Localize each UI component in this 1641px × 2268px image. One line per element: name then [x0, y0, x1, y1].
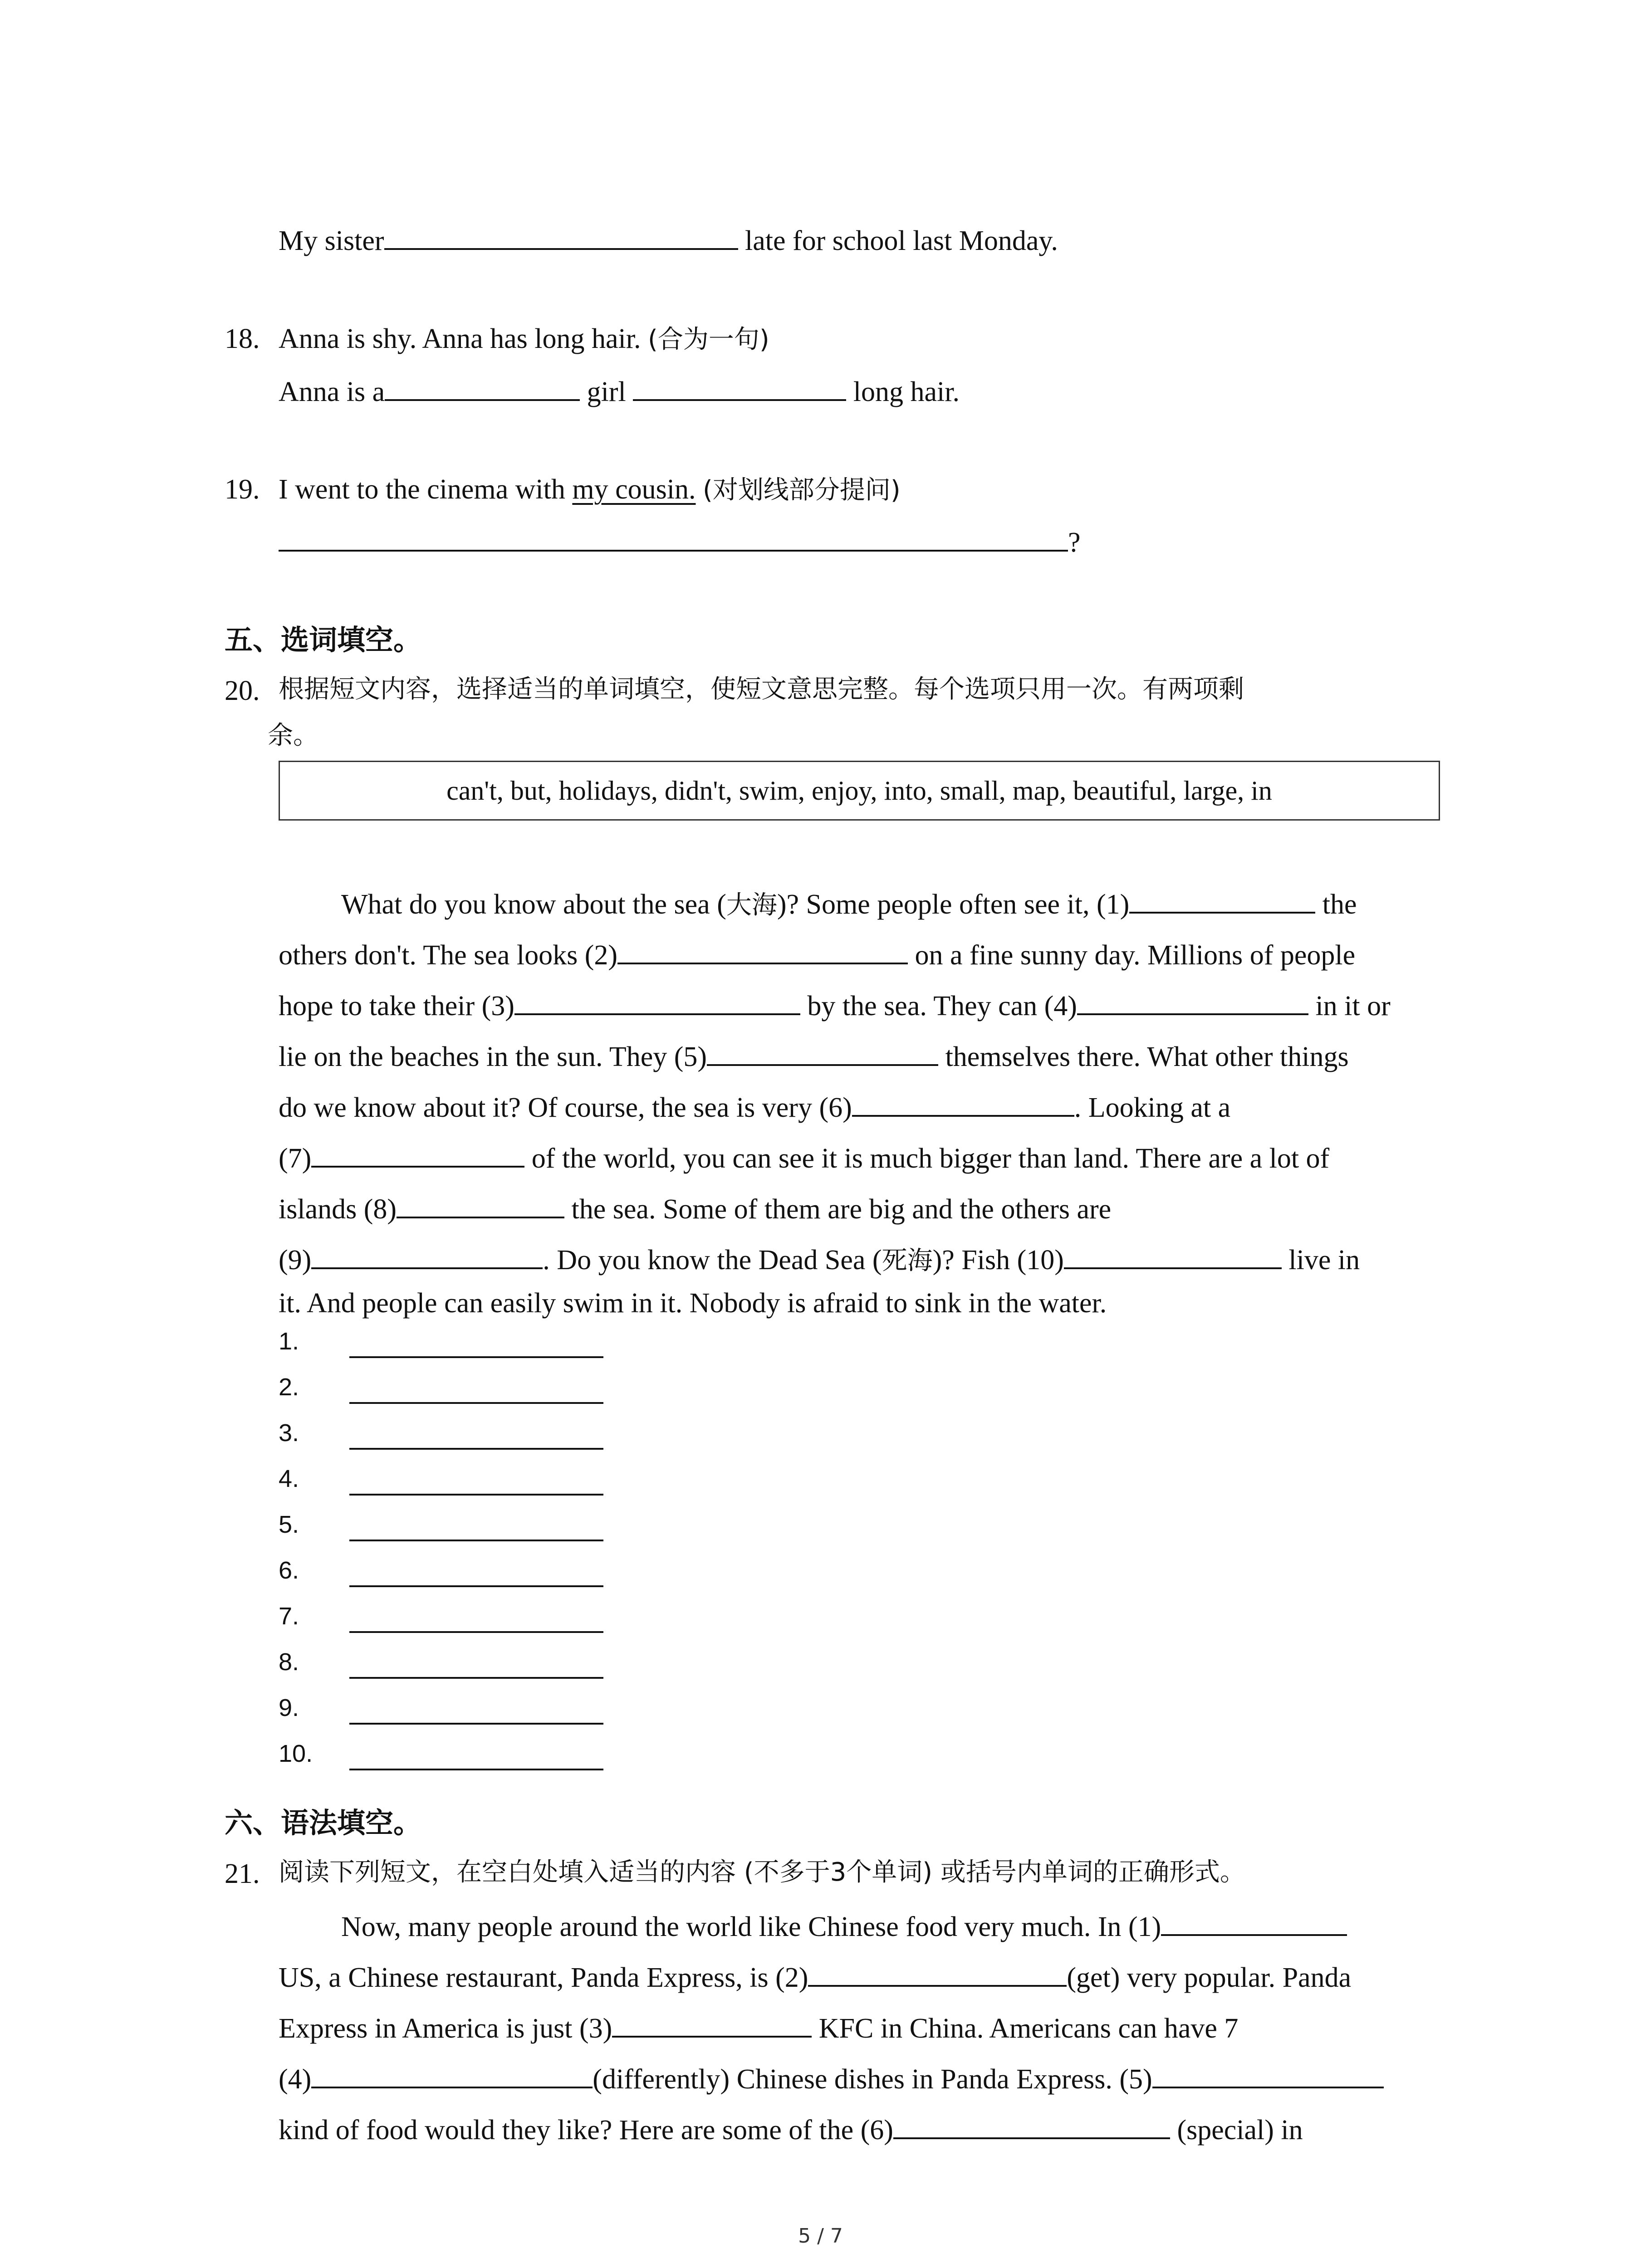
passage6-text: US, a Chinese restaurant, Panda Express, is (2) [279, 1962, 808, 1993]
q19-number: 19. [225, 474, 260, 505]
answer-number-6: 6. [279, 1557, 299, 1584]
answer-number-5: 5. [279, 1511, 299, 1538]
q18-answer-part-3: long hair. [853, 376, 960, 407]
blank-6[interactable] [852, 1091, 1074, 1117]
answer-line-4[interactable] [349, 1494, 603, 1496]
passage5-text: on a fine sunny day. Millions of people [908, 940, 1356, 971]
passage6-text: Now, many people around the world like Chinese food very much. In (1) [341, 1911, 1161, 1942]
grammar-blank-5[interactable] [1152, 2063, 1384, 2088]
answer-line-6[interactable] [349, 1585, 603, 1587]
q17-text-after: late for school last Monday. [745, 225, 1058, 256]
passage6-text: (special) in [1170, 2115, 1303, 2146]
passage5-text: (9) [279, 1245, 312, 1276]
passage6-line-5 [279, 2114, 1303, 2144]
passage5-text: . Do you know the Dead Sea ( [543, 1245, 882, 1276]
passage5-text: islands (8) [279, 1194, 397, 1225]
passage5-text: themselves there. What other things [938, 1041, 1349, 1072]
passage5-text: it. And people can easily swim in it. Nobody is afraid to sink in the water. [279, 1288, 1107, 1319]
passage5-text: live in [1281, 1245, 1360, 1276]
answer-number-7: 7. [279, 1603, 299, 1630]
passage6-line-4 [279, 2063, 1384, 2093]
grammar-blank-3[interactable] [612, 2012, 812, 2038]
q18-answer-line [279, 376, 960, 406]
q21-number: 21. [225, 1858, 260, 1889]
passage5-text: in it or [1308, 991, 1391, 1022]
q18-text: Anna is shy. Anna has long hair. [279, 323, 641, 354]
word-bank-text: can't, but, holidays, didn't, swim, enjoy, into, small, map, beautiful, large, in [446, 775, 1272, 806]
passage6-text: (get) very popular. Panda [1067, 1962, 1352, 1993]
q21-instruction: 阅读下列短文，在空白处填入适当的内容 (不多于3个单词) 或括号内单词的正确形式。 [279, 1857, 1245, 1887]
word-bank-box [279, 761, 1440, 821]
blank-8[interactable] [397, 1193, 564, 1218]
passage5-line-5 [279, 1091, 1230, 1122]
passage5-cn-gloss: 死海 [882, 1246, 933, 1276]
answer-number-3: 3. [279, 1419, 299, 1447]
q18-blank-2[interactable] [633, 376, 846, 401]
answer-line-8[interactable] [349, 1677, 603, 1679]
q19-blank[interactable] [279, 526, 1068, 552]
passage5-line-2 [279, 939, 1355, 969]
passage5-text: lie on the beaches in the sun. They (5) [279, 1041, 707, 1072]
q19-underlined-text: my cousin. [572, 474, 696, 505]
passage5-text: What do you know about the sea ( [341, 889, 726, 920]
q18-question [279, 325, 769, 353]
answer-line-10[interactable] [349, 1769, 603, 1770]
q20-instruction-line-2: 余。 [268, 721, 318, 750]
passage6-line-2 [279, 1961, 1351, 1992]
passage5-text: do we know about it? Of course, the sea is very (6) [279, 1092, 852, 1123]
blank-3[interactable] [514, 990, 800, 1015]
blank-2[interactable] [617, 939, 908, 964]
passage5-text: )? Some people often see it, (1) [777, 889, 1130, 920]
blank-9[interactable] [311, 1244, 543, 1269]
passage5-line-4 [279, 1041, 1349, 1071]
answer-number-4: 4. [279, 1465, 299, 1492]
q20-instruction-line-1: 根据短文内容，选择适当的单词填空，使短文意思完整。每个选项只用一次。有两项剩 [279, 675, 1244, 704]
answer-line-2[interactable] [349, 1402, 603, 1404]
passage5-text: of the world, you can see it is much bigger than land. There are a lot of [524, 1143, 1330, 1174]
q18-answer-part-2: girl [587, 376, 626, 407]
q17-blank[interactable] [384, 225, 738, 250]
answer-line-7[interactable] [349, 1631, 603, 1633]
passage5-line-1 [341, 888, 1357, 919]
passage5-text: hope to take their (3) [279, 991, 514, 1022]
passage5-cn-gloss: 大海 [726, 890, 777, 920]
passage6-text: kind of food would they like? Here are some of the (6) [279, 2115, 893, 2146]
q19-question-mark: ? [1068, 527, 1081, 558]
passage5-text: . Looking at a [1074, 1092, 1231, 1123]
q20-number: 20. [225, 675, 260, 706]
answer-line-1[interactable] [349, 1356, 603, 1358]
q19-question [279, 475, 901, 503]
passage5-text: others don't. The sea looks (2) [279, 940, 617, 971]
passage6-text: KFC in China. Americans can have 7 [812, 2013, 1239, 2044]
page-number: 5 / 7 [798, 2224, 843, 2248]
passage5-text: the [1315, 889, 1357, 920]
passage5-text: (7) [279, 1143, 312, 1174]
answer-line-5[interactable] [349, 1540, 603, 1541]
answer-number-2: 2. [279, 1374, 299, 1401]
q18-answer-part-1: Anna is a [279, 376, 385, 407]
passage5-line-6 [279, 1142, 1329, 1173]
answer-line-3[interactable] [349, 1448, 603, 1450]
q19-text: I went to the cinema with [279, 474, 565, 505]
answer-number-9: 9. [279, 1694, 299, 1721]
q17-answer-line [279, 225, 1058, 255]
passage6-text: (differently) Chinese dishes in Panda Express. (5) [593, 2064, 1152, 2095]
q18-blank-1[interactable] [385, 376, 580, 401]
answer-number-8: 8. [279, 1648, 299, 1676]
passage5-line-3 [279, 990, 1391, 1020]
answer-number-10: 10. [279, 1740, 313, 1767]
section-6-title: 六、语法填空。 [225, 1806, 422, 1839]
grammar-blank-6[interactable] [893, 2114, 1170, 2139]
blank-4[interactable] [1077, 990, 1308, 1015]
blank-7[interactable] [311, 1142, 524, 1168]
q19-hint: (对划线部分提问) [702, 475, 901, 505]
section-5-title: 五、选词填空。 [225, 623, 422, 656]
blank-1[interactable] [1129, 888, 1315, 914]
q18-number: 18. [225, 323, 260, 354]
passage6-text: (4) [279, 2064, 312, 2095]
grammar-blank-2[interactable] [808, 1961, 1067, 1987]
passage5-line-7 [279, 1193, 1111, 1223]
passage5-text: the sea. Some of them are big and the others are [564, 1194, 1112, 1225]
grammar-blank-1[interactable] [1161, 1911, 1347, 1936]
blank-5[interactable] [707, 1041, 938, 1066]
passage5-text: by the sea. They can (4) [800, 991, 1077, 1022]
q18-hint: (合为一句) [647, 325, 769, 354]
blank-10[interactable] [1064, 1244, 1282, 1269]
passage6-line-3 [279, 2012, 1238, 2043]
q19-answer-line [279, 526, 1081, 557]
passage5-line-8 [279, 1244, 1360, 1274]
passage6-text: Express in America is just (3) [279, 2013, 612, 2044]
q17-text-before: My sister [279, 225, 384, 256]
passage5-text: )? Fish (10) [932, 1245, 1064, 1276]
passage5-line-9 [279, 1289, 1107, 1317]
passage6-line-1 [341, 1911, 1347, 1941]
grammar-blank-4[interactable] [311, 2063, 593, 2088]
answer-number-1: 1. [279, 1328, 299, 1355]
answer-line-9[interactable] [349, 1723, 603, 1725]
